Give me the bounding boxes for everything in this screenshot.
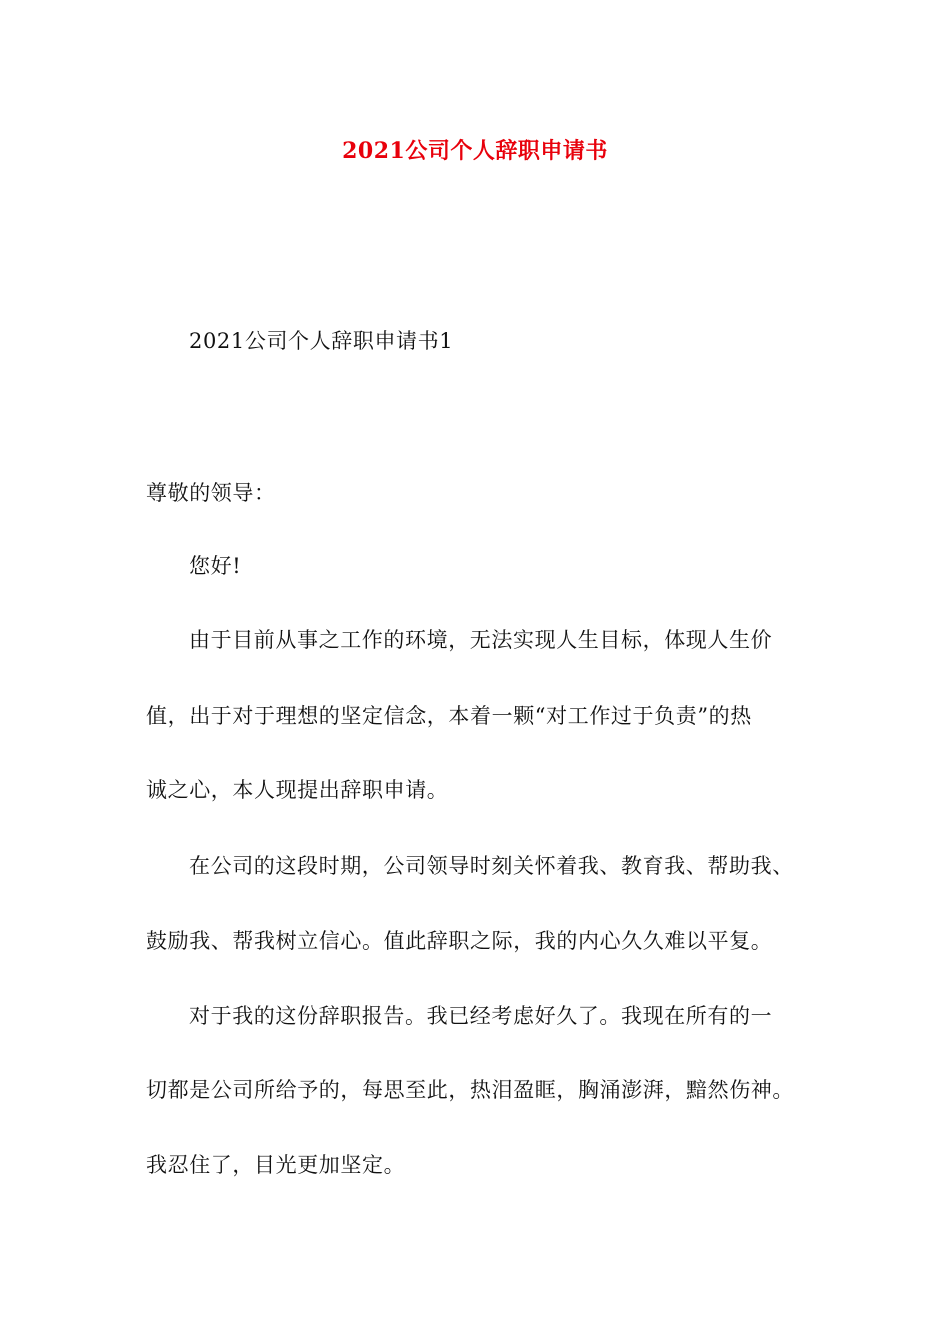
section-heading: 2021公司个人辞职申请书1 bbox=[189, 329, 454, 353]
document-title: 2021公司个人辞职申请书 bbox=[342, 138, 608, 164]
salutation: 尊敬的领导： bbox=[146, 481, 276, 505]
paragraph-line: 切都是公司所给予的，每思至此，热泪盈眶，胸涌澎湃，黯然伤神。 bbox=[146, 1078, 794, 1102]
paragraph-line: 鼓励我、帮我树立信心。值此辞职之际，我的内心久久难以平复。 bbox=[146, 929, 773, 953]
paragraph-line: 由于目前从事之工作的环境，无法实现人生目标，体现人生价 bbox=[189, 628, 773, 652]
paragraph-line: 在公司的这段时期，公司领导时刻关怀着我、教育我、帮助我、 bbox=[189, 854, 794, 878]
paragraph-line: 诚之心，本人现提出辞职申请。 bbox=[146, 778, 449, 802]
paragraph-line: 对于我的这份辞职报告。我已经考虑好久了。我现在所有的一 bbox=[189, 1004, 773, 1028]
greeting: 您好! bbox=[189, 554, 242, 578]
paragraph-line: 值，出于对于理想的坚定信念，本着一颗“对工作过于负责”的热 bbox=[146, 704, 752, 728]
paragraph-line: 我忍住了，目光更加坚定。 bbox=[146, 1153, 406, 1177]
